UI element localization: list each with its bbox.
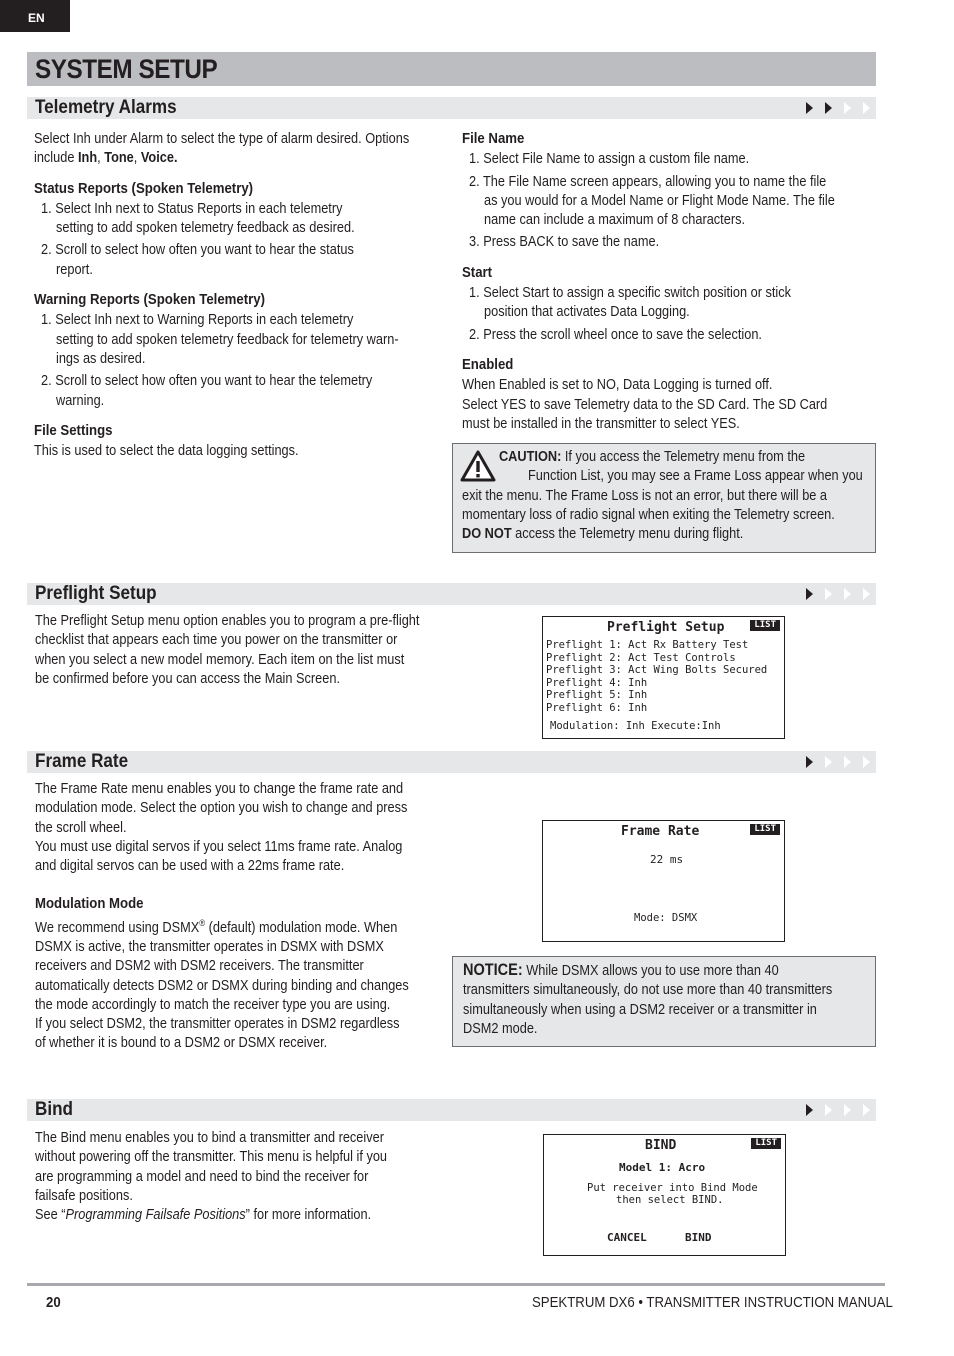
section-title-bind: Bind	[35, 1099, 73, 1120]
frame-rate-line-5: and digital servos can be used with a 22ms frame rate.	[35, 858, 345, 875]
preflight-text	[35, 612, 419, 689]
file-settings-heading: File Settings	[34, 421, 113, 439]
bind-line-3: are programming a model and need to bind the receiver for	[35, 1168, 369, 1185]
modulation-mode-heading: Modulation Mode	[35, 895, 144, 913]
option-inh: Inh	[77, 150, 98, 167]
modulation-line-1	[35, 914, 409, 938]
frame-rate-line-3: the scroll wheel.	[35, 819, 127, 836]
page-title: SYSTEM SETUP	[35, 54, 218, 84]
status-step-1-cont: setting to add spoken telemetry feedback as desired.	[56, 220, 355, 237]
bind-line-1: The Bind menu enables you to bind a transmitter and receiver	[35, 1130, 384, 1146]
frame-rate-value: 22 ms	[650, 853, 684, 866]
file-name-step-2-cont: as you would for a Model Name or Flight Mode Name. The file	[484, 192, 835, 209]
bind-button[interactable]: BIND	[685, 1231, 712, 1244]
list-badge: LIST	[750, 620, 780, 631]
separator: ,	[97, 150, 105, 167]
modulation-text-1b: (default) modulation mode. When	[205, 919, 398, 936]
warning-step-2: 2. Scroll to select how often you want to hear the telemetry	[41, 373, 373, 390]
notice-text-1: While DSMX allows you to use more than 40	[522, 963, 779, 979]
section-title-preflight-setup: Preflight Setup	[35, 583, 157, 604]
caution-text-5: access the Telemetry menu during flight.	[511, 526, 744, 543]
telemetry-left-column	[34, 130, 409, 461]
file-name-step-1: 1. Select File Name to assign a custom file name.	[469, 151, 750, 168]
list-badge: LIST	[750, 824, 780, 835]
telemetry-intro-line-2	[34, 149, 409, 168]
screen-title: BIND	[645, 1138, 677, 1153]
bind-line-2: without powering off the transmitter. This menu is helpful if you	[35, 1149, 388, 1166]
page-title-bar	[27, 52, 876, 86]
frame-rate-line-1: The Frame Rate menu enables you to change the frame rate and	[35, 781, 404, 797]
arrow-indicator-icon	[806, 102, 870, 114]
modulation-line-5: the mode accordingly to match the receiver type you are using.	[35, 996, 391, 1013]
caution-line-2: Function List, you may see a Frame Loss appear when you	[528, 468, 863, 485]
file-name-step-3: 3. Press BACK to save the name.	[469, 234, 660, 251]
caution-text	[462, 448, 863, 544]
do-not-label: DO NOT	[462, 526, 512, 543]
frame-rate-line-4: You must use digital servos if you select 11ms frame rate. Analog	[35, 838, 403, 855]
section-title-frame-rate: Frame Rate	[35, 751, 129, 772]
bind-more-info-text: ” for more information.	[245, 1207, 372, 1224]
file-name-step-2-cont2: name can include a maximum of 8 characters.	[484, 212, 745, 229]
preflight-footer: Modulation: Inh Execute:Inh	[550, 720, 721, 732]
status-reports-heading: Status Reports (Spoken Telemetry)	[34, 179, 254, 197]
start-step-1: 1. Select Start to assign a specific switch position or stick	[469, 285, 792, 302]
telemetry-intro-line-1: Select Inh under Alarm to select the type of alarm desired. Options	[34, 131, 410, 147]
telemetry-right-column	[462, 129, 835, 434]
warning-step-2-cont: warning.	[56, 392, 105, 409]
notice-line-3: simultaneously when using a DSM2 receiver or a transmitter in	[463, 1001, 817, 1018]
notice-line-2: transmitters simultaneously, do not use more than 40 transmitters	[463, 982, 833, 999]
caution-line-4: momentary loss of radio signal when exiting the Telemetry screen.	[462, 506, 835, 523]
language-label: EN	[28, 11, 45, 25]
caution-line-5	[462, 525, 863, 544]
file-name-step-2: 2. The File Name screen appears, allowing you to name the file	[469, 173, 827, 190]
notice-line-4: DSM2 mode.	[463, 1020, 538, 1037]
footer-divider	[27, 1283, 885, 1286]
bind-instruction-2: then select BIND.	[616, 1194, 724, 1206]
section-header-preflight-setup	[27, 583, 876, 605]
section-header-bind	[27, 1099, 876, 1121]
modulation-text-1a: We recommend using DSMX	[35, 919, 200, 936]
enabled-heading: Enabled	[462, 355, 514, 373]
caution-line-3: exit the menu. The Frame Loss is not an error, but there will be a	[462, 487, 828, 504]
notice-label: NOTICE:	[463, 961, 523, 979]
preflight-line-4: be confirmed before you can access the Main Screen.	[35, 670, 340, 687]
bind-instruction-1: Put receiver into Bind Mode	[587, 1182, 758, 1194]
page-number: 20	[46, 1294, 61, 1311]
registered-mark: ®	[199, 917, 206, 928]
bind-line-5	[35, 1206, 387, 1225]
preflight-line-3: when you select a new model memory. Each item on the list must	[35, 651, 405, 668]
arrow-indicator-icon	[806, 588, 870, 600]
notice-line-1	[463, 961, 832, 981]
bind-text	[35, 1129, 387, 1225]
warning-step-1: 1. Select Inh next to Warning Reports in each telemetry	[41, 312, 354, 329]
preflight-line-2: checklist that appears each time you power on the transmitter or	[35, 632, 398, 649]
enabled-line-2: Select YES to save Telemetry data to the SD Card. The SD Card	[462, 396, 828, 413]
option-voice: Voice.	[140, 150, 178, 167]
status-step-2-cont: report.	[56, 261, 93, 278]
section-header-frame-rate	[27, 751, 876, 773]
cancel-button[interactable]: CANCEL	[607, 1231, 647, 1244]
modulation-line-6: If you select DSM2, the transmitter operates in DSM2 regardless	[35, 1016, 400, 1033]
start-step-2: 2. Press the scroll wheel once to save the selection.	[469, 326, 762, 343]
preflight-row-5: Preflight 5: Inh	[546, 689, 648, 702]
preflight-row-3: Preflight 3: Act Wing Bolts Secured	[546, 664, 768, 677]
frame-rate-text	[35, 780, 409, 1054]
caution-box	[452, 443, 876, 553]
warning-step-1-cont2: ings as desired.	[56, 350, 146, 367]
section-title-telemetry-alarms: Telemetry Alarms	[35, 97, 177, 118]
status-step-2: 2. Scroll to select how often you want to hear the status	[41, 242, 354, 259]
failsafe-reference: Programming Failsafe Positions	[65, 1207, 246, 1224]
start-heading: Start	[462, 263, 493, 281]
start-step-1-cont: position that activates Data Logging.	[484, 304, 690, 321]
warning-step-1-cont: setting to add spoken telemetry feedback for telemetry warn-	[56, 331, 399, 348]
bind-line-4: failsafe positions.	[35, 1187, 133, 1204]
caution-text-1: If you access the Telemetry menu from the	[561, 449, 806, 465]
enabled-line-1: When Enabled is set to NO, Data Logging is turned off.	[462, 377, 773, 394]
section-header-telemetry-alarms	[27, 97, 876, 119]
caution-label: CAUTION:	[498, 449, 562, 465]
frame-rate-line-2: modulation mode. Select the option you wish to change and press	[35, 800, 408, 817]
arrow-indicator-icon	[806, 1104, 870, 1116]
caution-line-1	[462, 448, 863, 467]
modulation-line-2: DSMX is active, the transmitter operates in DSMX with DSMX	[35, 938, 384, 955]
file-name-heading: File Name	[462, 130, 525, 147]
status-step-1: 1. Select Inh next to Status Reports in each telemetry	[41, 200, 343, 217]
separator: ,	[133, 150, 141, 167]
warning-reports-heading: Warning Reports (Spoken Telemetry)	[34, 291, 266, 309]
model-name: Model 1: Acro	[619, 1161, 706, 1174]
bind-screen	[543, 1134, 786, 1256]
enabled-line-3: must be installed in the transmitter to select YES.	[462, 415, 740, 432]
screen-title: Frame Rate	[621, 824, 700, 839]
notice-text	[463, 961, 832, 1039]
preflight-rows	[546, 639, 767, 715]
preflight-row-6: Preflight 6: Inh	[546, 701, 648, 714]
option-tone: Tone	[104, 150, 134, 167]
preflight-row-1: Preflight 1: Act Rx Battery Test	[546, 639, 749, 651]
screen-title: Preflight Setup	[607, 620, 725, 635]
frame-rate-screen	[542, 820, 785, 942]
modulation-line-3: receivers and DSM2 with DSM2 receivers. The transmitter	[35, 958, 364, 975]
notice-box	[452, 956, 876, 1047]
preflight-line-1: The Preflight Setup menu option enables you to program a pre-flight	[35, 613, 420, 629]
preflight-row-4: Preflight 4: Inh	[546, 676, 648, 689]
intro-text: include	[34, 150, 78, 167]
bind-see-text: See “	[35, 1207, 66, 1224]
modulation-line-4: automatically detects DSM2 or DSMX during binding and changes	[35, 977, 409, 994]
file-settings-text: This is used to select the data logging settings.	[34, 443, 299, 460]
manual-title: SPEKTRUM DX6 • TRANSMITTER INSTRUCTION MANUAL	[532, 1294, 893, 1311]
preflight-row-2: Preflight 2: Act Test Controls	[546, 651, 736, 664]
arrow-indicator-icon	[806, 756, 870, 768]
list-badge: LIST	[751, 1138, 781, 1149]
preflight-screen	[542, 616, 785, 739]
modulation-line-7: of whether it is bound to a DSM2 or DSMX receiver.	[35, 1035, 328, 1052]
modulation-mode-value: Mode: DSMX	[634, 912, 698, 924]
language-tab	[0, 0, 70, 32]
